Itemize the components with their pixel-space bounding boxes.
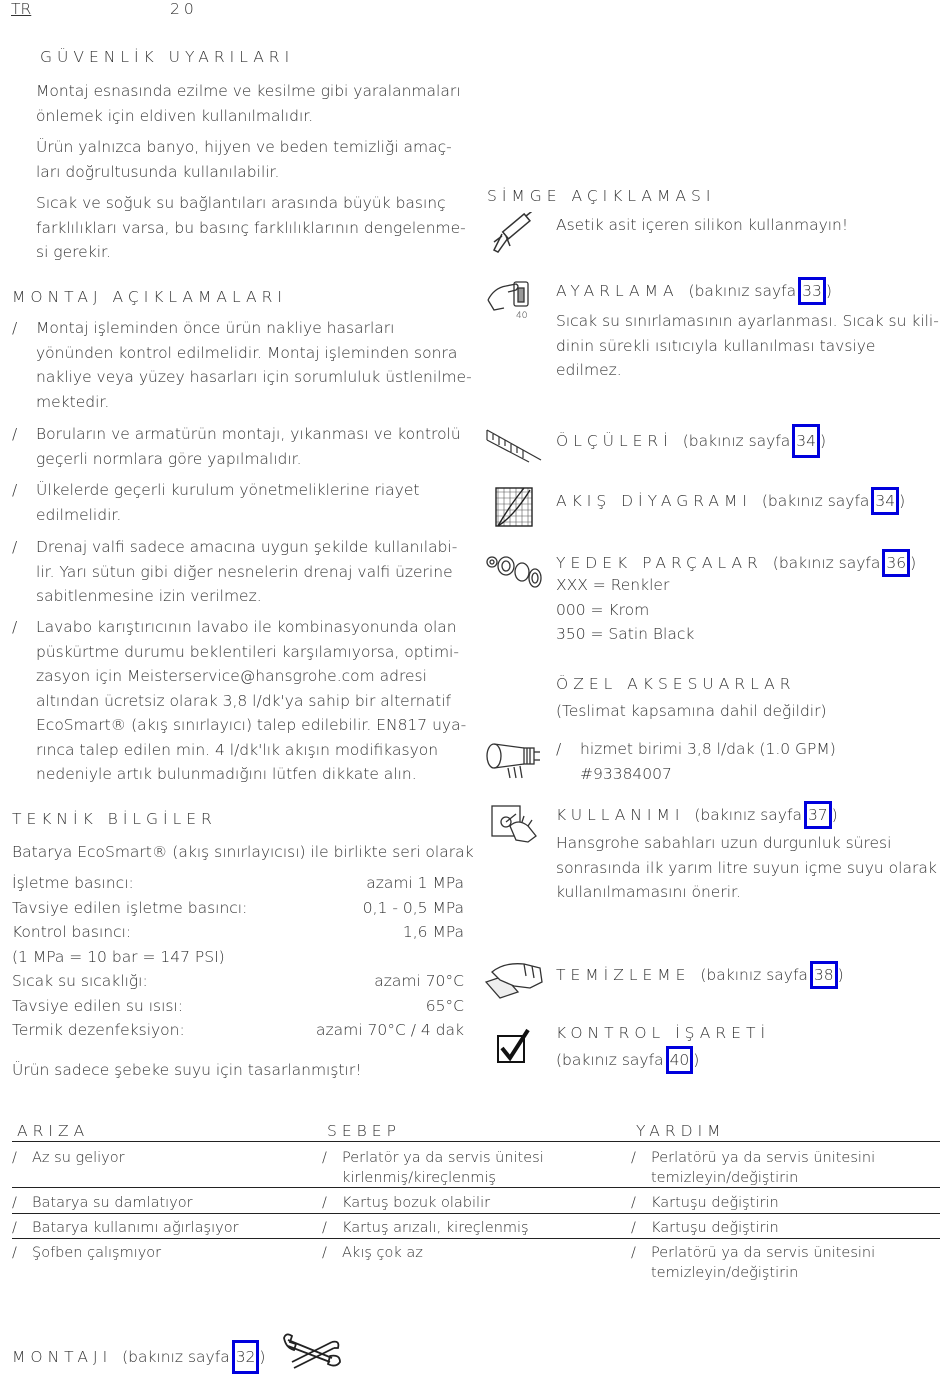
wrench-tools-icon [282,1332,342,1372]
accessories-title: ÖZEL AKSESUARLAR [556,675,796,693]
svg-text:40: 40 [516,311,528,321]
page-link-cleaning[interactable]: 38 [810,961,838,989]
adjust-heading [556,277,832,305]
tech-row [12,920,464,945]
adjust-line: Sıcak su sınırlamasının ayarlanması. Sıcak su kili- [556,312,939,330]
flow-ref: (bakınız sayfa [761,492,870,510]
symbols-title: SİMGE AÇIKLAMASI [487,187,716,205]
tech-label: İşletme basıncı: [12,874,134,892]
col-header-help: YARDIM [636,1122,726,1140]
cause-line: Kartuş bozuk olabilir [342,1195,491,1211]
table-row-fault [12,1193,193,1213]
note-line: lir. Yarı sütun gibi diğer nesnelerin drenaj valfi üzerine [36,562,453,581]
safety-p2-line2: ları doğrultusunda kullanılabilir. [36,162,280,181]
usage-line: sonrasında ilk yarım litre suyun içme suyu olarak [556,858,937,877]
bullet: / [12,1245,17,1261]
table-row-cause [322,1243,423,1263]
dimensions-title: ÖLÇÜLERİ [556,432,673,450]
ref-close: ) [820,432,827,450]
note-line: edilmelidir. [36,505,122,524]
fault-text: Batarya su damlatıyor [32,1195,193,1211]
adjust-line: dinin sürekli ısıtıcıyla kullanılması tavsiye edilmez. [556,336,876,379]
tech-value: 65°C [425,996,464,1015]
usage-title: KULLANIMI [556,806,685,824]
cause-line: Akış çok az [342,1245,423,1261]
table-row-fault [12,1243,161,1263]
table-row-fault [12,1148,125,1168]
bullet: / [12,319,18,337]
note-line: rınca talep edilen min. 4 l/dk'lık akışın modifikasyon [36,740,439,759]
cleaning-cloth-icon [484,958,544,1000]
bullet: / [322,1220,327,1236]
aerator-cartridge-icon [484,738,544,780]
cleaning-title: TEMİZLEME [556,966,691,984]
ruler-icon [485,424,543,464]
ref-close: ) [259,1348,266,1366]
accessory-line: hizmet birimi 3,8 l/dak (1.0 GPM) [580,740,836,758]
table-row-rule [12,1187,940,1188]
adjust-text [556,309,946,383]
tech-value: 0,1 - 0,5 MPa [362,898,464,917]
tech-row [12,896,464,921]
tech-row [12,1018,464,1043]
tech-table [12,871,464,1043]
cause-line: Kartuş arızalı, kireçlenmiş [342,1220,529,1236]
accessory-item [556,737,936,786]
mounting-note-4 [12,535,472,609]
tech-note: Ürün sadece şebeke suyu için tasarlanmıştır! [12,1061,362,1079]
bullet: / [631,1195,636,1211]
mounting-note-2 [12,422,472,471]
help-line: temizleyin/değiştirin [651,1170,799,1186]
tech-row [12,969,464,994]
page-link-flow[interactable]: 34 [871,487,899,515]
dimensions-heading [556,424,826,458]
thermometer-hand-icon [486,278,538,322]
help-line: temizleyin/değiştirin [651,1265,799,1281]
bullet: / [322,1245,327,1261]
page-link-adjust[interactable]: 33 [798,277,826,305]
col-header-cause: SEBEP [327,1122,401,1140]
col-header-fault: ARIZA [17,1122,90,1140]
silicone-warning: Asetik asit içeren silikon kullanmayın! [556,216,849,234]
table-row-cause [322,1148,544,1188]
flow-diagram-icon [494,486,534,528]
ref-close: ) [693,1051,700,1069]
spares-line: XXX = Renkler [556,576,670,594]
note-line: mektedir. [36,392,110,411]
note-line: Ülkelerde geçerli kurulum yönetmeliklerine riayet [36,481,420,499]
cleaning-heading [556,961,844,989]
usage-heading [556,801,838,829]
usage-line: Hansgrohe sabahları uzun durgunluk süresi [556,834,892,852]
ref-close: ) [910,554,917,572]
note-line: EcoSmart® (akış sınırlayıcı) talep edilebilir. EN817 uya- [36,716,467,734]
note-line: altından ücretsiz olarak 3,8 l/dk'ya sahip bir alternatif [36,691,451,710]
check-ref-line [556,1046,699,1074]
note-line: geçerli normlara göre yapılmalıdır. [36,449,302,468]
bullet: / [631,1245,636,1261]
table-row-help [631,1218,779,1238]
note-line: Boruların ve armatürün montajı, yıkanması ve kontrolü [36,425,461,443]
note-line: Lavabo karıştırıcının lavabo ile kombinasyonunda olan [36,618,457,636]
table-row-fault [12,1218,239,1238]
tech-intro: Batarya EcoSmart® (akış sınırlayıcısı) ile birlikte seri olarak [12,843,474,861]
spares-line: 000 = Krom [556,600,650,619]
tech-value: azami 70°C / 4 dak [316,1021,464,1039]
safety-p1-line2: önlemek için eldiven kullanılmalıdır. [36,106,314,125]
bullet: / [631,1150,636,1166]
fault-text: Şofben çalışmıyor [32,1245,162,1261]
mounting-notes-title: MONTAJ AÇIKLAMALARI [12,288,287,306]
safety-p1-line1: Montaj esnasında ezilme ve kesilme gibi yaralanmaları [36,82,461,100]
spares-line: 350 = Satin Black [556,625,695,643]
tech-label: (1 MPa = 10 bar = 147 PSI) [12,947,225,966]
usage-text [556,831,946,905]
mounting-note-5 [12,615,472,787]
tech-label: Sıcak su sıcaklığı: [12,972,148,990]
tech-label: Kontrol basıncı: [12,923,132,941]
adjust-title: AYARLAMA [556,282,679,300]
safety-p3-line3: si gerekir. [36,243,111,261]
assembly-title: MONTAJI [12,1348,113,1366]
bullet: / [12,1220,17,1236]
bullet: / [12,1195,17,1211]
table-row-help [631,1148,875,1188]
table-row-rule [12,1213,940,1214]
hand-lever-icon [488,800,540,844]
check-title: KONTROL İŞARETİ [556,1024,771,1042]
bullet: / [12,1150,17,1166]
language-code: TR [11,0,32,18]
tech-label: Tavsiye edilen işletme basıncı: [12,898,248,917]
adjust-ref: (bakınız sayfa [688,282,797,300]
bullet: / [12,618,18,636]
usage-ref: (bakınız sayfa [694,806,802,824]
tech-row [12,945,464,970]
spare-parts-icon [484,550,544,590]
mounting-note-3 [12,478,472,527]
assembly-ref: (bakınız sayfa [122,1348,230,1366]
note-line: Montaj işleminden önce ürün nakliye hasarları [36,319,395,337]
page-link-spares[interactable]: 36 [882,549,910,577]
note-line: yönünden kontrol edilmelidir. Montaj işleminden sonra [36,343,458,362]
bullet: / [12,425,18,443]
tech-row [12,871,464,896]
cause-line: Perlatör ya da servis ünitesi [342,1150,544,1166]
help-line: Kartuşu değiştirin [651,1195,779,1211]
spares-ref: (bakınız sayfa [772,554,881,572]
note-line: zasyon için Meisterservice@hansgrohe.com adresi [36,667,427,685]
fault-text: Az su geliyor [32,1150,125,1166]
table-row-cause [322,1193,490,1213]
bullet: / [556,740,562,758]
bullet: / [322,1195,327,1211]
safety-p3-line2: farklılıkları varsa, bu basınç farklılıklarının dengelenme- [36,218,466,237]
dimensions-ref: (bakınız sayfa [682,432,791,450]
check-ref: (bakınız sayfa [556,1051,664,1069]
table-row-help [631,1243,875,1283]
tech-value: azami 70°C [374,972,464,990]
help-line: Kartuşu değiştirin [651,1220,779,1236]
ref-close: ) [825,282,832,300]
safety-text [36,79,476,265]
tech-value: azami 1 MPa [366,874,464,892]
page-link-assembly[interactable]: 32 [232,1340,260,1374]
note-line: nedeniyle artık bulunmadığını lütfen dikkate alın. [36,765,417,783]
bullet: / [12,481,18,499]
note-line: nakliye veya yüzey hasarları için sorumluluk üstlenilme- [36,368,472,386]
table-header-rule [12,1141,940,1142]
bullet: / [322,1150,327,1166]
note-line: sabitlenmesine izin verilmez. [36,587,262,605]
flow-title: AKIŞ DİYAGRAMI [556,492,752,510]
checkmark-box-icon [496,1028,530,1066]
page-link-check[interactable]: 40 [666,1046,694,1074]
assembly-heading [12,1340,265,1374]
ref-close: ) [837,966,844,984]
help-line: Perlatörü ya da servis ünitesini [651,1245,876,1261]
table-row-cause [322,1218,529,1238]
tech-label: Tavsiye edilen su ısısı: [12,996,183,1015]
cause-line: kirlenmiş/kireçlenmiş [342,1170,496,1186]
cleaning-ref: (bakınız sayfa [700,966,808,984]
table-row-rule [12,1238,940,1239]
flow-heading [556,487,905,515]
ref-close: ) [899,492,906,510]
safety-p2-line1: Ürün yalnızca banyo, hijyen ve beden temizliği amaç- [36,138,452,156]
spares-list [556,573,694,647]
safety-title: GÜVENLİK UYARILARI [40,48,295,66]
tech-value: 1,6 MPa [402,923,464,941]
ref-close: ) [831,806,838,824]
page-link-usage[interactable]: 37 [804,801,832,829]
note-line: püskürtme durumu beklentileri karşılamıyorsa, optimi- [36,642,459,661]
tech-row [12,994,464,1019]
page-number: 20 [170,0,198,18]
note-line: Drenaj valfi sadece amacına uygun şekilde kullanılabi- [36,538,458,556]
bullet: / [12,538,18,556]
page-link-dimensions[interactable]: 34 [792,424,820,458]
fault-text: Batarya kullanımı ağırlaşıyor [32,1220,239,1236]
spares-title: YEDEK PARÇALAR [556,554,763,572]
table-row-help [631,1193,779,1213]
tech-title: TEKNİK BİLGİLER [12,810,217,828]
usage-line: kullanılmamasını önerir. [556,883,741,901]
mounting-note-1 [12,316,472,414]
silicone-gun-icon [488,212,540,256]
tech-label: Termik dezenfeksiyon: [12,1021,185,1039]
bullet: / [631,1220,636,1236]
accessory-line: #93384007 [580,764,672,783]
safety-p3-line1: Sıcak ve soğuk su bağlantıları arasında büyük basınç [36,194,446,212]
accessories-subtitle: (Teslimat kapsamına dahil değildir) [556,702,827,720]
help-line: Perlatörü ya da servis ünitesini [651,1150,876,1166]
